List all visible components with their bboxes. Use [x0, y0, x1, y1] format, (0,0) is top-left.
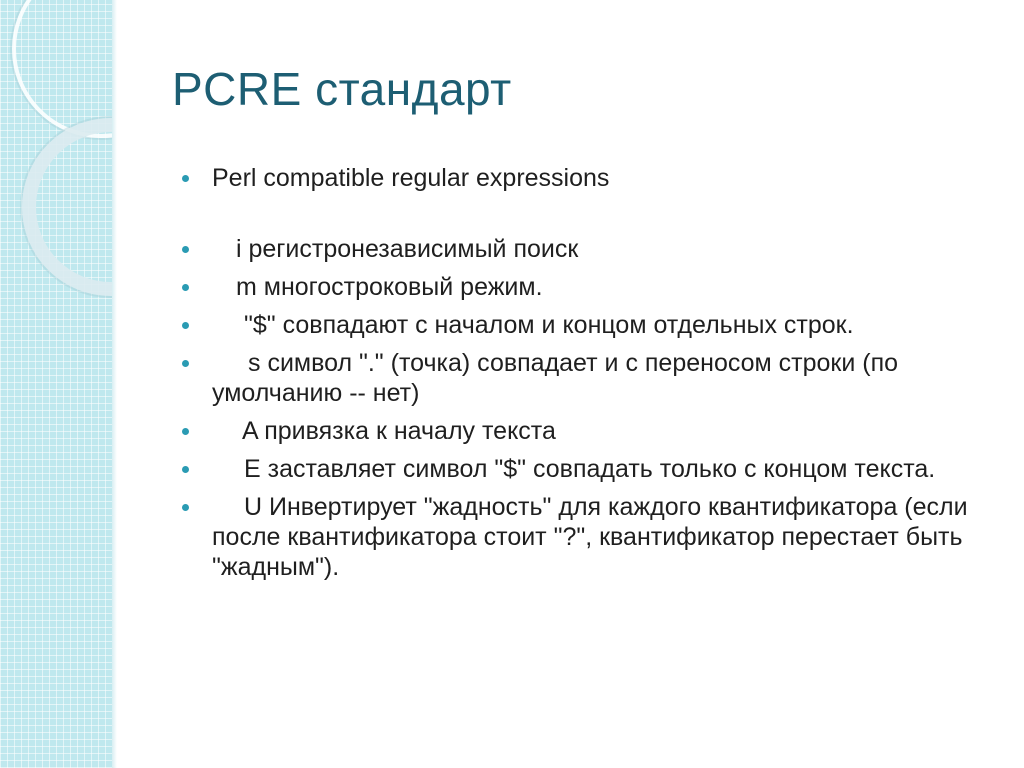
bullet-text: A привязка к началу текста [242, 417, 556, 445]
bullet-item [180, 416, 980, 446]
decorative-ring [12, 0, 112, 138]
bullet-text: s символ "." (точка) совпадает и с переносом строки (по умолчанию -- нет) [212, 349, 899, 407]
bullet-item [180, 492, 980, 582]
bullet-text: Perl compatible regular expressions [212, 164, 610, 192]
bullet-item [180, 163, 980, 193]
bullet-icon [182, 246, 189, 253]
bullet-icon [182, 175, 189, 182]
decorative-ring [22, 118, 112, 296]
bullet-text: m многостроковый режим. [236, 273, 543, 301]
decorative-sidebar [0, 0, 112, 768]
bullet-item [180, 348, 980, 408]
bullet-icon [182, 284, 189, 291]
bullet-text: i регистронезависимый поиск [236, 235, 579, 263]
bullet-icon [182, 504, 189, 511]
bullet-text: "$" совпадают с началом и концом отдельных строк. [244, 311, 854, 339]
bullet-item [180, 310, 980, 340]
slide-title: PCRE стандарт [172, 63, 512, 115]
bullet-text: E заставляет символ "$" совпадать только с концом текста. [244, 455, 936, 483]
sidebar-edge [112, 0, 117, 768]
bullet-list [180, 163, 980, 582]
bullet-item [180, 454, 980, 484]
bullet-icon [182, 466, 189, 473]
bullet-item [180, 272, 980, 302]
bullet-item [180, 234, 980, 264]
bullet-text: U Инвертирует "жадность" для каждого квантификатора (если после квантификатора стоит "?", квантификатор перестает быть "жадным"). [212, 493, 968, 581]
bullet-icon [182, 322, 189, 329]
bullet-icon [182, 428, 189, 435]
bullet-icon [182, 360, 189, 367]
